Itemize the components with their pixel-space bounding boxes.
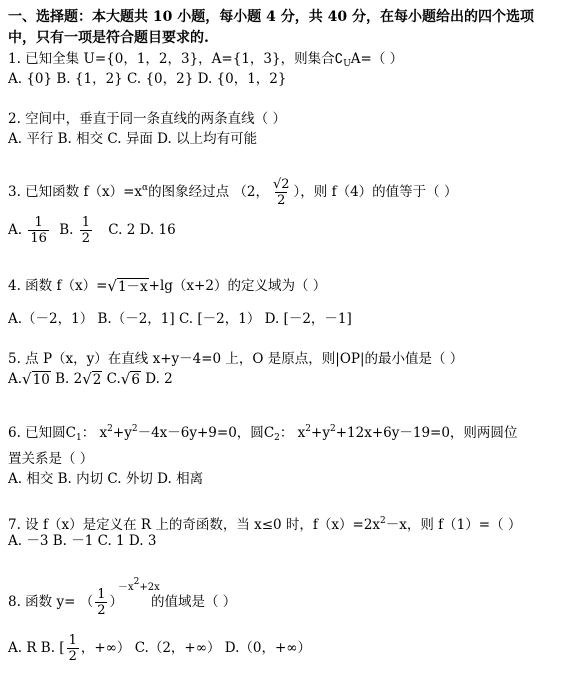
q6-circle1-label: C	[65, 425, 77, 441]
q5-option-c-radical	[121, 371, 141, 388]
q5-option-d: D. 2	[145, 371, 173, 387]
sqrt-icon: √	[82, 370, 92, 388]
q6-eq2-square-x: 2	[305, 424, 312, 434]
q8-option-b-den: 2	[68, 649, 77, 664]
q6-eq2-square-y: 2	[329, 424, 336, 434]
q5-option-c-label: C.	[106, 371, 121, 387]
question-5-stem: 5. 点 P（x，y）在直线 x+y－4=0 上，O 是原点，则|OP|的最小值是（ ）	[8, 351, 464, 367]
q8-base-den: 2	[97, 603, 106, 618]
q8-options-rest: ，+∞） C.（2，+∞） D.（0，+∞）	[80, 640, 312, 656]
sqrt-icon: √	[120, 370, 131, 388]
section-heading-line1: 一、选择题：本大题共 10 小题，每小题 4 分，共 40 分，在每小题给出的四个选项	[8, 9, 534, 25]
q5-option-c-radicand: 6	[131, 372, 140, 388]
q3-option-b-den: 2	[81, 231, 90, 246]
question-6-stem	[8, 420, 517, 447]
question-2-options: A. 平行 B. 相交 C. 异面 D. 以上均有可能	[8, 131, 258, 147]
q5-option-b-radicand: 2	[92, 372, 102, 388]
q6-eq1-square-x: 2	[107, 424, 113, 434]
q5-option-a-radicand: 10	[32, 372, 50, 388]
question-4-stem	[8, 277, 326, 295]
q1-stem-text: 1. 已知全集 U={0，1，2，3}，A={1，3}，则集合∁	[8, 51, 344, 67]
question-6-stem-line2: 置关系是（ ）	[8, 451, 94, 467]
q8-option-b-num: 1	[68, 633, 77, 648]
q4-stem-tail: +lg（x+2）的定义域为（ ）	[148, 278, 327, 294]
question-5-options	[8, 370, 173, 388]
q6-circle1-subscript: 1	[76, 433, 82, 443]
q3-option-b-fraction	[80, 216, 92, 245]
q3-point-denominator: 2	[277, 193, 286, 208]
q6-stem-text: 6. 已知圆	[8, 425, 66, 441]
q3-point-open: 的图象经过点 （2，	[148, 184, 269, 200]
q8-base-close: ）	[109, 594, 123, 610]
q6-eq1-part-a: ： x	[81, 425, 108, 441]
q6-eq2-part-b: +y	[311, 425, 330, 441]
q3-option-a-den: 16	[30, 231, 47, 246]
q6-eq1-part-b: +y	[112, 425, 132, 441]
q3-point-fraction	[271, 178, 292, 207]
q3-option-b-label: B.	[59, 222, 74, 238]
q3-option-a-fraction	[28, 216, 49, 245]
q1-stem-tail: A=（ ）	[350, 51, 404, 67]
q7-stem-tail: －x，则 f（1）=（ ）	[385, 517, 522, 533]
q6-eq1-square-y: 2	[131, 424, 138, 434]
q6-eq2-part-a: ： x	[279, 425, 306, 441]
q8-option-b-fraction	[67, 634, 79, 663]
q1-complement-subscript: U	[343, 59, 351, 69]
q6-circle2-subscript: 2	[274, 433, 280, 443]
q5-option-b-label: B. 2	[55, 371, 83, 387]
q4-radical	[107, 278, 148, 295]
sqrt-icon: √	[22, 370, 32, 388]
q3-stem-tail: ），则 f（4）的值等于（ ）	[293, 184, 458, 200]
question-8-stem	[8, 586, 236, 618]
q8-options-a: A. R B. [	[8, 640, 65, 656]
question-1-options: A. {0} B. {1，2} C. {0，2} D. {0，1，2}	[8, 71, 287, 87]
q3-option-a-label: A.	[8, 222, 23, 238]
q4-radicand: 1－x	[117, 279, 148, 295]
q6-eq2-part-c: +12x+6y－19=0，则两圆位	[335, 425, 518, 441]
q6-eq1-part-c: －4x－6y+9=0，圆	[137, 425, 264, 441]
section-heading-line2: 中，只有一项是符合题目要求的.	[8, 30, 209, 46]
question-2-stem: 2. 空间中，垂直于同一条直线的两条直线（ ）	[8, 111, 286, 127]
question-4-options: A.（－2，1） B.（－2，1] C. [－2，1） D. [－2，－1]	[8, 311, 352, 327]
q3-option-a-num: 1	[34, 215, 43, 230]
q3-options-cd: C. 2 D. 16	[108, 222, 176, 238]
q5-option-b-radical	[82, 371, 102, 388]
q8-exponent-part-a: －x	[118, 582, 134, 593]
q8-base-num: 1	[97, 587, 106, 602]
q8-exponent-part-b: +2x	[139, 582, 160, 593]
q3-option-b-num: 1	[81, 215, 90, 230]
question-7-options: A. －3 B. －1 C. 1 D. 3	[8, 533, 157, 549]
q5-option-a-label: A.	[8, 371, 23, 387]
q8-stem-tail: 的值域是（ ）	[150, 594, 237, 610]
q8-base-fraction	[95, 588, 107, 617]
q7-stem-text: 7. 设 f（x）是定义在 R 上的奇函数，当 x≤0 时，f（x）=2x	[8, 517, 381, 533]
q8-exponent-square: 2	[133, 577, 140, 587]
question-7-stem	[8, 512, 521, 534]
question-8-options	[8, 632, 311, 664]
q4-stem-text: 4. 函数 f（x）=	[8, 278, 108, 294]
q3-stem-text: 3. 已知函数 f（x）=x	[8, 184, 142, 200]
q6-circle2-label: C	[263, 425, 275, 441]
q3-exponent: α	[142, 183, 149, 193]
question-3-stem	[8, 172, 457, 208]
sqrt-icon: √	[107, 277, 117, 295]
question-6-options: A. 相交 B. 内切 C. 外切 D. 相离	[8, 471, 204, 487]
q5-option-a-radical	[22, 371, 51, 388]
question-3-options	[8, 214, 176, 246]
q7-exponent: 2	[380, 516, 386, 526]
q8-stem-text: 8. 函数 y= （	[8, 594, 94, 610]
q3-point-numerator: √2	[272, 177, 290, 192]
